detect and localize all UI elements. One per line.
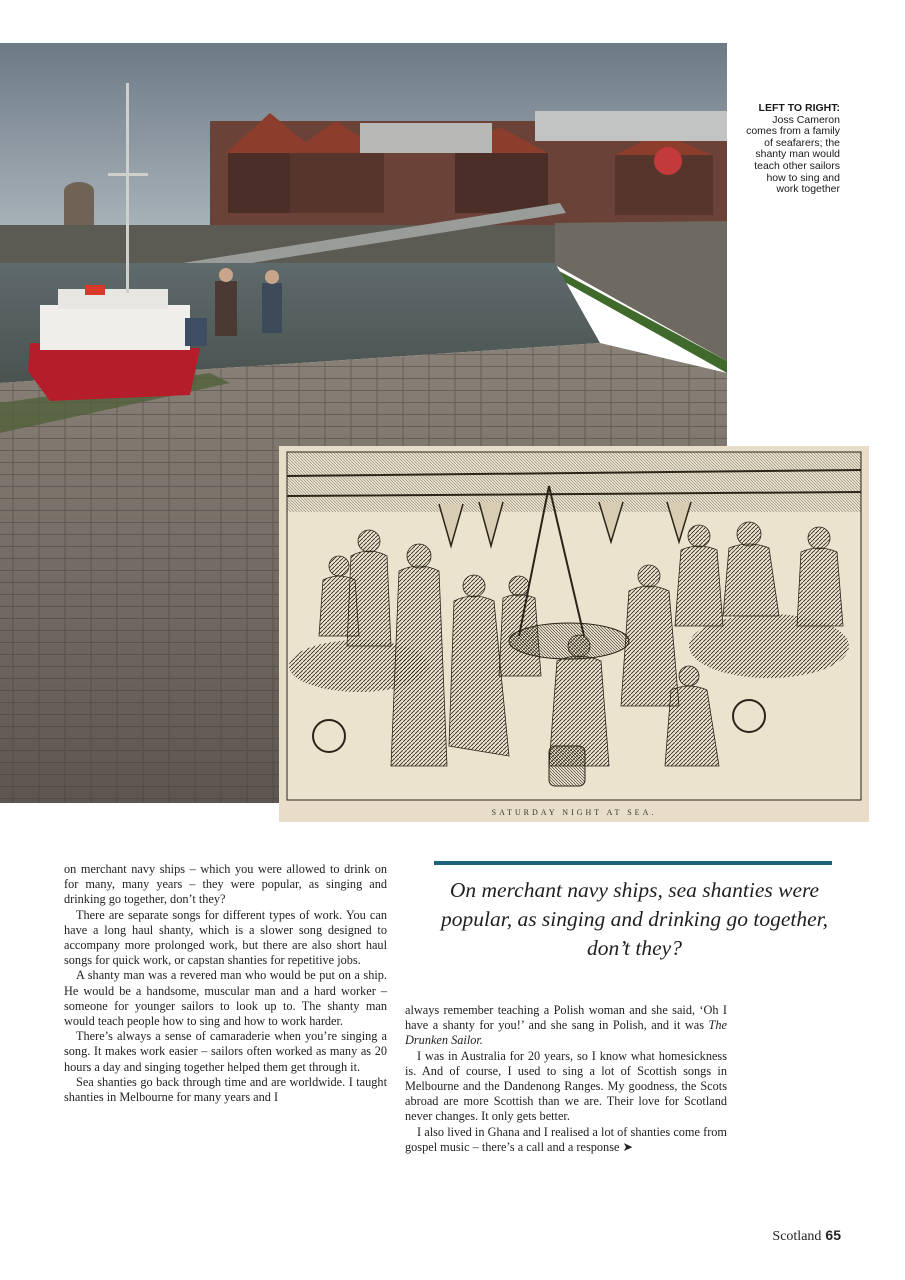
paragraph: on merchant navy ships – which you were allowed to drink on for many, many years – they were popular, as singing and drinking go together, don’t they? [64, 862, 387, 907]
page-number: 65 [825, 1227, 841, 1243]
pullquote: On merchant navy ships, sea shanties were popular, as singing and drinking go together, don’t they? [440, 878, 828, 960]
paragraph: I was in Australia for 20 years, so I know what homesickness is. And of course, I used to sing a lot of Scottish songs in Melbourne and the Dandenong Ranges. My goodness, the Scots abroad are more Scottish than we are. Their love for Scotland never changes. It only gets better. [405, 1048, 727, 1124]
song-title: The Drunken Sailor. [405, 1018, 727, 1048]
caption-heading: LEFT TO RIGHT: [758, 102, 840, 114]
paragraph: Sea shanties go back through time and are worldwide. I taught shanties in Melbourne for many years and I [64, 1074, 387, 1105]
engraving-illustration [279, 446, 869, 822]
pullquote-rule [434, 861, 832, 865]
paragraph: A shanty man was a revered man who would be put on a ship. He would be a handsome, muscular man and a hard worker – someone for younger sailors to look up to. The shanty man would teach people how to sing and how to work harder. [64, 968, 387, 1029]
section-name: Scotland [772, 1229, 822, 1244]
caption-text: Joss Cameron comes from a family of seafarers; the shanty man would teach other sailors how to sing and work together [746, 113, 840, 196]
paragraph [405, 1003, 727, 1049]
page-footer [772, 1227, 841, 1245]
paragraph-text: always remember teaching a Polish woman and she said, ‘Oh I have a shanty for you!’ and she sang in Polish, and it was [405, 1003, 727, 1033]
paragraph: I also lived in Ghana and I realised a lot of shanties come from gospel music – there’s a call and a response ➤ [405, 1124, 727, 1154]
paragraph: There are separate songs for different types of work. You can have a long haul shanty, which is a slower song designed to accompany more prolonged work, but there are also short haul songs for quick work, or capstan shanties for repetitive jobs. [64, 907, 387, 968]
photo-caption [745, 103, 840, 196]
article-column-1 [64, 862, 387, 1105]
article-column-2 [405, 1003, 727, 1155]
paragraph: There’s always a sense of camaraderie when you’re singing a song. It makes work easier – sailors often worked as many as 20 hours a day and singing together helped them get through it. [64, 1029, 387, 1074]
engraving-title: SATURDAY NIGHT AT SEA. [491, 808, 657, 817]
